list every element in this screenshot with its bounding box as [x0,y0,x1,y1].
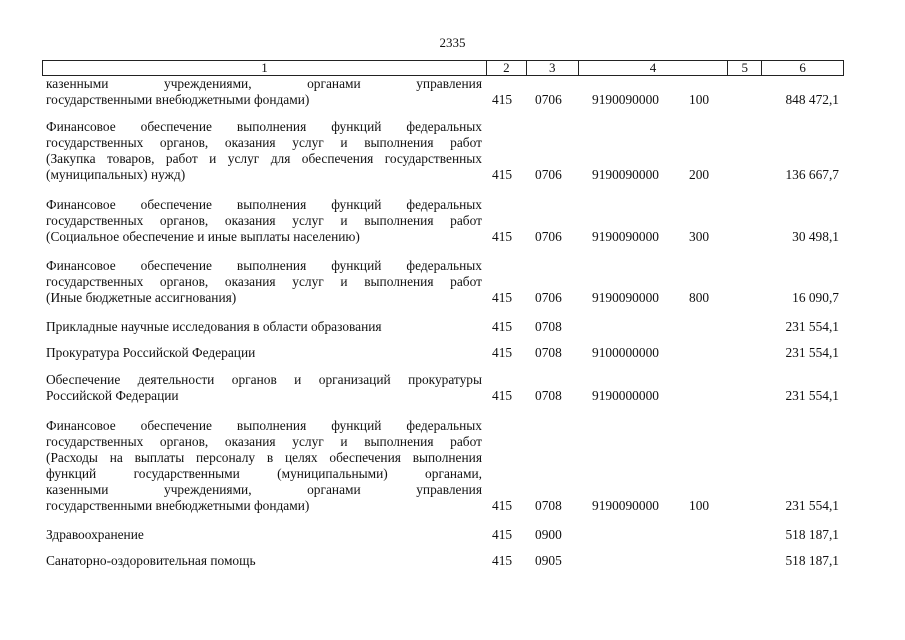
cell-razdel: 0706 [535,229,562,244]
description-line: (Социальное обеспечение и иные выплаты населению) [46,229,360,244]
table-row [0,345,905,361]
row-description [46,119,482,183]
header-col-4: 4 [578,61,728,75]
table-header [42,60,844,76]
cell-amount: 231 554,1 [785,388,839,403]
row-description [46,553,482,569]
description-line: государственными внебюджетными фондами) [46,498,310,513]
row-description [46,345,482,361]
cell-razdel: 0900 [535,527,562,542]
cell-target-article: 9190090000 [592,92,659,107]
cell-razdel: 0706 [535,92,562,107]
cell-glava: 415 [492,388,513,403]
header-col-3: 3 [526,61,578,75]
description-line: Финансовое обеспечение выполнения функций федеральных [46,418,482,433]
table-row [0,553,905,569]
cell-target-article: 9190090000 [592,498,659,513]
cell-razdel: 0708 [535,498,562,513]
header-col-5: 5 [727,61,761,75]
table-row [0,372,905,404]
description-line: Финансовое обеспечение выполнения функций федеральных [46,197,482,212]
cell-razdel: 0708 [535,388,562,403]
cell-amount: 848 472,1 [785,92,839,107]
description-line: государственных органов, оказания услуг и выполнения работ [46,135,482,150]
cell-amount: 30 498,1 [792,229,839,244]
cell-glava: 415 [492,553,513,568]
cell-expense-type: 300 [689,229,710,244]
cell-razdel: 0706 [535,167,562,182]
description-line: Финансовое обеспечение выполнения функций федеральных [46,119,482,134]
description-line: функций государственными (муниципальными) органами, [46,466,482,481]
cell-razdel: 0708 [535,345,562,360]
cell-amount: 518 187,1 [785,527,839,542]
header-col-1: 1 [261,60,268,75]
description-line: государственных органов, оказания услуг и выполнения работ [46,434,482,449]
cell-glava: 415 [492,92,513,107]
cell-glava: 415 [492,345,513,360]
cell-glava: 415 [492,498,513,513]
cell-glava: 415 [492,290,513,305]
table-row [0,119,905,183]
header-col-6: 6 [761,61,843,75]
description-line: Здравоохранение [46,527,144,542]
cell-amount: 231 554,1 [785,319,839,334]
cell-razdel: 0905 [535,553,562,568]
table-row [0,197,905,245]
table-row [0,319,905,335]
description-line: государственных органов, оказания услуг и выполнения работ [46,213,482,228]
description-line: (Расходы на выплаты персоналу в целях обеспечения выполнения [46,450,482,465]
table-row [0,418,905,514]
description-line: Прикладные научные исследования в области образования [46,319,382,334]
cell-razdel: 0708 [535,319,562,334]
row-description [46,319,482,335]
cell-expense-type: 100 [689,92,710,107]
cell-glava: 415 [492,319,513,334]
cell-amount: 16 090,7 [792,290,839,305]
description-line: Финансовое обеспечение выполнения функций федеральных [46,258,482,273]
row-description [46,527,482,543]
row-description [46,197,482,245]
description-line: казенными учреждениями, органами управления [46,76,482,91]
description-line: (Закупка товаров, работ и услуг для обеспечения государственных [46,151,482,166]
row-description [46,372,482,404]
description-line: (Иные бюджетные ассигнования) [46,290,237,305]
description-line: Санаторно-оздоровительная помощь [46,553,256,568]
header-col-2: 2 [486,61,526,75]
cell-target-article: 9100000000 [592,345,659,360]
cell-glava: 415 [492,229,513,244]
table-row [0,258,905,306]
row-description [46,258,482,306]
cell-target-article: 9190090000 [592,290,659,305]
cell-amount: 136 667,7 [785,167,839,182]
page-number: 2335 [439,35,466,50]
description-line: Прокуратура Российской Федерации [46,345,256,360]
cell-expense-type: 800 [689,290,710,305]
cell-amount: 231 554,1 [785,345,839,360]
cell-glava: 415 [492,167,513,182]
cell-amount: 518 187,1 [785,553,839,568]
cell-razdel: 0706 [535,290,562,305]
description-line: Обеспечение деятельности органов и организаций прокуратуры [46,372,482,387]
cell-target-article: 9190090000 [592,167,659,182]
table-row [0,76,905,108]
table-row [0,527,905,543]
cell-expense-type: 100 [689,498,710,513]
cell-expense-type: 200 [689,167,710,182]
description-line: казенными учреждениями, органами управления [46,482,482,497]
cell-target-article: 9190000000 [592,388,659,403]
description-line: (муниципальных) нужд) [46,167,186,182]
description-line: государственными внебюджетными фондами) [46,92,310,107]
cell-amount: 231 554,1 [785,498,839,513]
cell-glava: 415 [492,527,513,542]
cell-target-article: 9190090000 [592,229,659,244]
row-description [46,76,482,108]
row-description [46,418,482,514]
description-line: Российской Федерации [46,388,179,403]
description-line: государственных органов, оказания услуг и выполнения работ [46,274,482,289]
